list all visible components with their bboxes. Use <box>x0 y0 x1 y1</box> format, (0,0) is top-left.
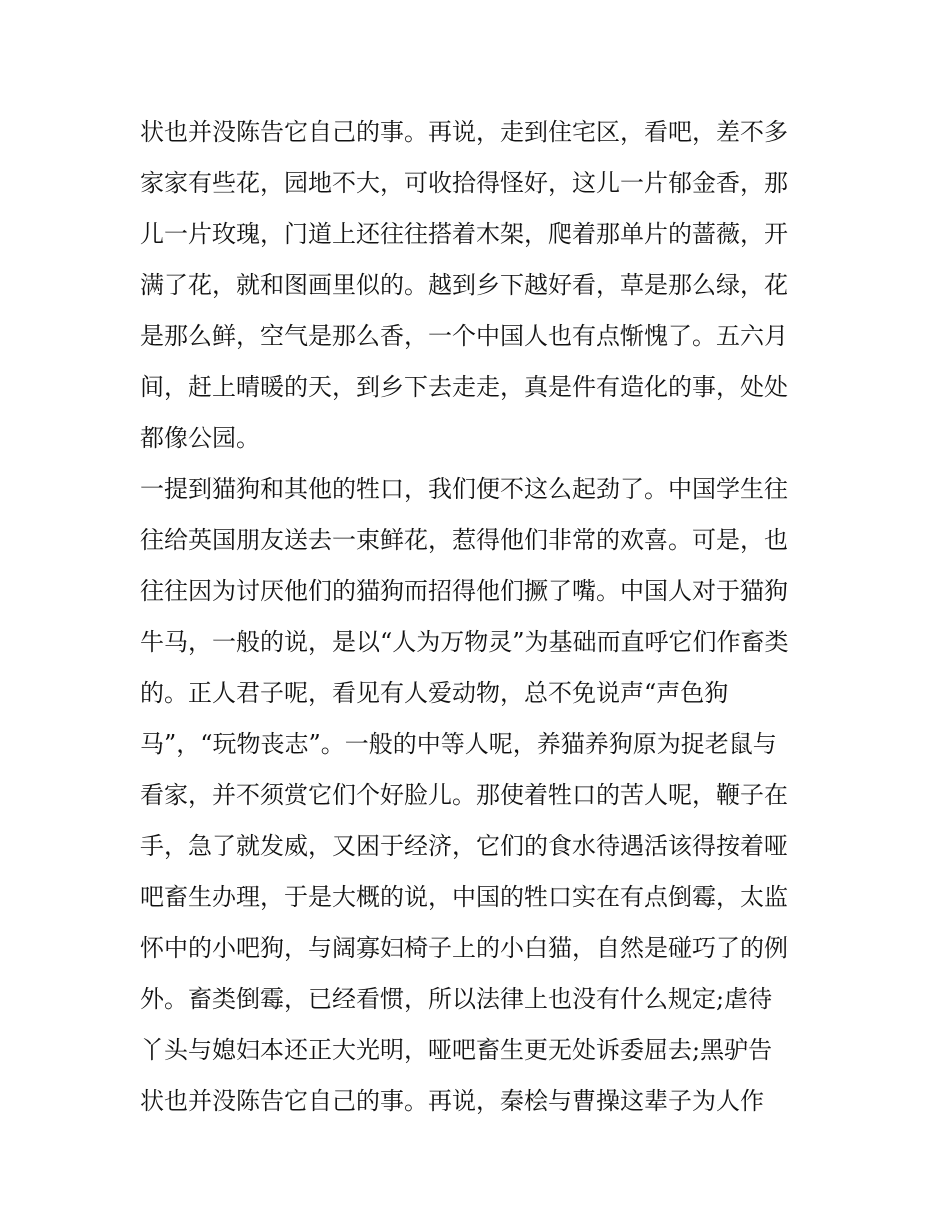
text-line: 看家，并不须赏它们个好脸儿。那使着牲口的苦人呢，鞭子在 <box>140 781 788 809</box>
text-line: 往往因为讨厌他们的猫狗而招得他们撅了嘴。中国人对于猫狗 <box>140 577 788 605</box>
text-line: 吧畜生办理，于是大概的说，中国的牲口实在有点倒霉，太监 <box>140 883 788 911</box>
text-line: 家家有些花，园地不大，可收拾得怪好，这儿一片郁金香，那 <box>140 169 788 197</box>
text-line: 状也并没陈告它自己的事。再说，走到住宅区，看吧，差不多 <box>140 118 788 146</box>
text-line: 怀中的小吧狗，与阔寡妇椅子上的小白猫，自然是碰巧了的例 <box>140 934 788 962</box>
text-line: 间，赶上晴暖的天，到乡下去走走，真是件有造化的事，处处 <box>140 373 788 401</box>
text-line: 马”，“玩物丧志”。一般的中等人呢，养猫养狗原为捉老鼠与 <box>140 730 777 758</box>
text-line: 是那么鲜，空气是那么香，一个中国人也有点惭愧了。五六月 <box>140 322 788 350</box>
text-line: 状也并没陈告它自己的事。再说，秦桧与曹操这辈子为人作 <box>140 1087 764 1115</box>
text-line: 都像公园。 <box>140 424 260 452</box>
body-text <box>140 107 820 1127</box>
text-line: 外。畜类倒霉，已经看惯，所以法律上也没有什么规定;虐待 <box>140 985 773 1013</box>
text-line: 牛马，一般的说，是以“人为万物灵”为基础而直呼它们作畜类 <box>140 628 789 656</box>
text-line: 的。正人君子呢，看见有人爱动物，总不免说声“声色狗 <box>140 679 729 707</box>
text-line: 满了花，就和图画里似的。越到乡下越好看，草是那么绿，花 <box>140 271 788 299</box>
text-line: 丫头与媳妇本还正大光明，哑吧畜生更无处诉委屈去;黑驴告 <box>140 1036 773 1064</box>
text-line: 儿一片玫瑰，门道上还往往搭着木架，爬着那单片的蔷薇，开 <box>140 220 788 248</box>
text-line: 往给英国朋友送去一束鲜花，惹得他们非常的欢喜。可是，也 <box>140 526 788 554</box>
text-line: 手，急了就发威，又困于经济，它们的食水待遇活该得按着哑 <box>140 832 788 860</box>
text-line: 一提到猫狗和其他的牲口，我们便不这么起劲了。中国学生往 <box>140 475 788 503</box>
